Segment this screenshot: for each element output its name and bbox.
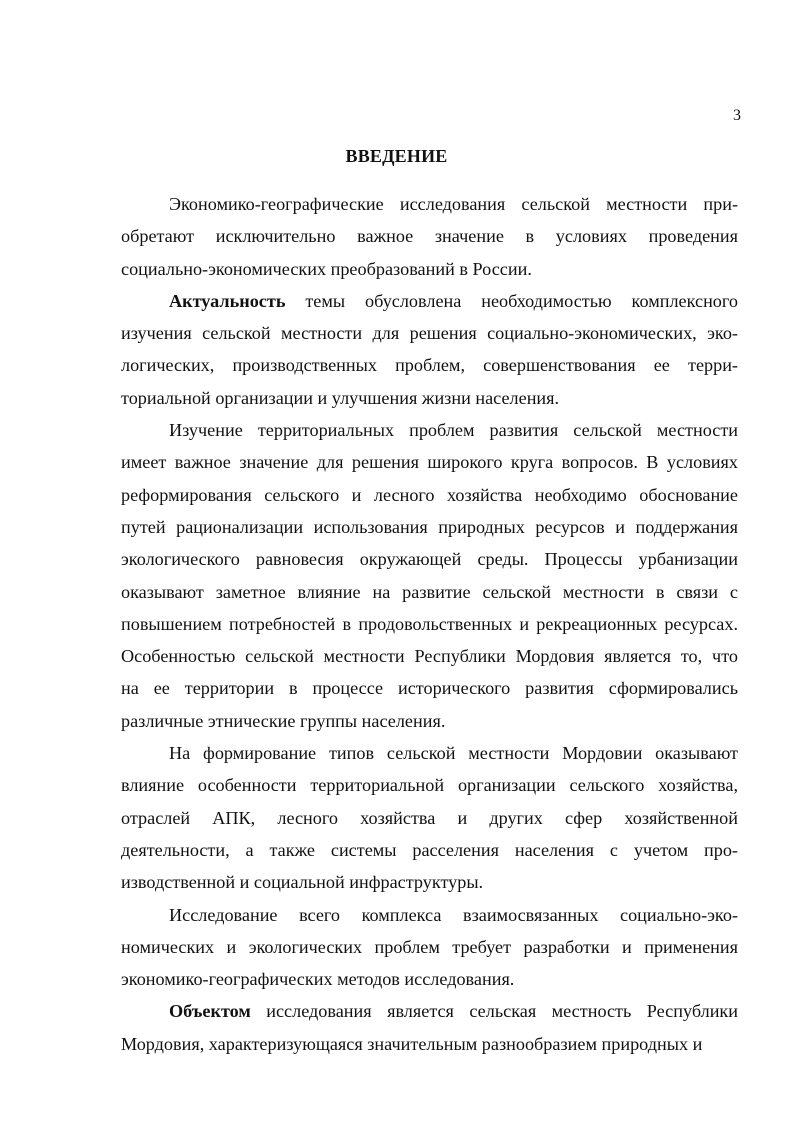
text-line: Исследование всего комплекса взаимосвязанных социально-эко- xyxy=(169,904,738,925)
text-run: исследования является сельская местность Республики xyxy=(250,1001,738,1022)
text-line: Изучение территориальных проблем развития сельской местности xyxy=(169,420,738,441)
text-line: обретают исключительно важное значение в условиях проведения xyxy=(121,226,738,247)
text-line: повышением потребностей в продовольственных и рекреационных ресурсах. xyxy=(121,613,738,634)
paragraph xyxy=(121,285,738,414)
text-line: Особенностью сельской местности Республики Мордовия является то, что xyxy=(121,646,738,667)
text-line: экономико-географических методов исследования. xyxy=(121,969,515,990)
text-line: логических, производственных проблем, совершенствования ее терри- xyxy=(121,355,738,376)
text-line: имеет важное значение для решения широкого круга вопросов. В условиях xyxy=(121,452,738,473)
text-line: ториальной организации и улучшения жизни населения. xyxy=(121,387,560,408)
text-line: экологического равновесия окружающей среды. Процессы урбанизации xyxy=(121,549,738,570)
text-line: на ее территории в процессе исторического развития сформировались xyxy=(121,678,738,699)
text-line: социально-экономических преобразований в России. xyxy=(121,258,532,279)
text-line xyxy=(121,995,738,1027)
text-line: номических и экологических проблем требует разработки и применения xyxy=(121,936,738,957)
text-line: различные этнические группы населения. xyxy=(121,710,446,731)
paragraph xyxy=(121,899,738,996)
paragraph xyxy=(121,737,738,898)
text-line xyxy=(121,285,738,317)
text-line: реформирования сельского и лесного хозяйства необходимо обоснование xyxy=(121,484,738,505)
text-line: отраслей АПК, лесного хозяйства и других сфер хозяйственной xyxy=(121,807,738,828)
text-line: Экономико-географические исследования сельской местности при- xyxy=(169,194,738,214)
bold-term: Актуальность xyxy=(169,290,286,311)
page-number: 3 xyxy=(733,107,741,124)
text-line: На формирование типов сельской местности Мордовии оказывают xyxy=(169,743,738,764)
text-line: путей рационализации использования природных ресурсов и поддержания xyxy=(121,516,738,537)
section-title: ВВЕДЕНИЕ xyxy=(345,146,448,166)
text-line: деятельности, а также системы расселения населения с учетом про- xyxy=(121,839,738,860)
bold-term: Объектом xyxy=(169,1001,251,1022)
text-line: изучения сельской местности для решения социально-экономических, эко- xyxy=(121,323,738,344)
text-line: изводственной и социальной инфраструктуры. xyxy=(121,872,484,893)
text-line: Мордовия, характеризующаяся значительным разнообразием природных и xyxy=(121,1033,703,1054)
body-text xyxy=(121,188,738,1060)
text-line: влияние особенности территориальной организации сельского хозяйства, xyxy=(121,775,738,796)
text-line: оказывают заметное влияние на развитие сельской местности в связи с xyxy=(121,581,738,602)
text-run: темы обусловлена необходимостью комплексного xyxy=(285,290,738,311)
paragraph xyxy=(121,995,738,1060)
paragraph xyxy=(121,188,738,285)
paragraph xyxy=(121,414,738,737)
